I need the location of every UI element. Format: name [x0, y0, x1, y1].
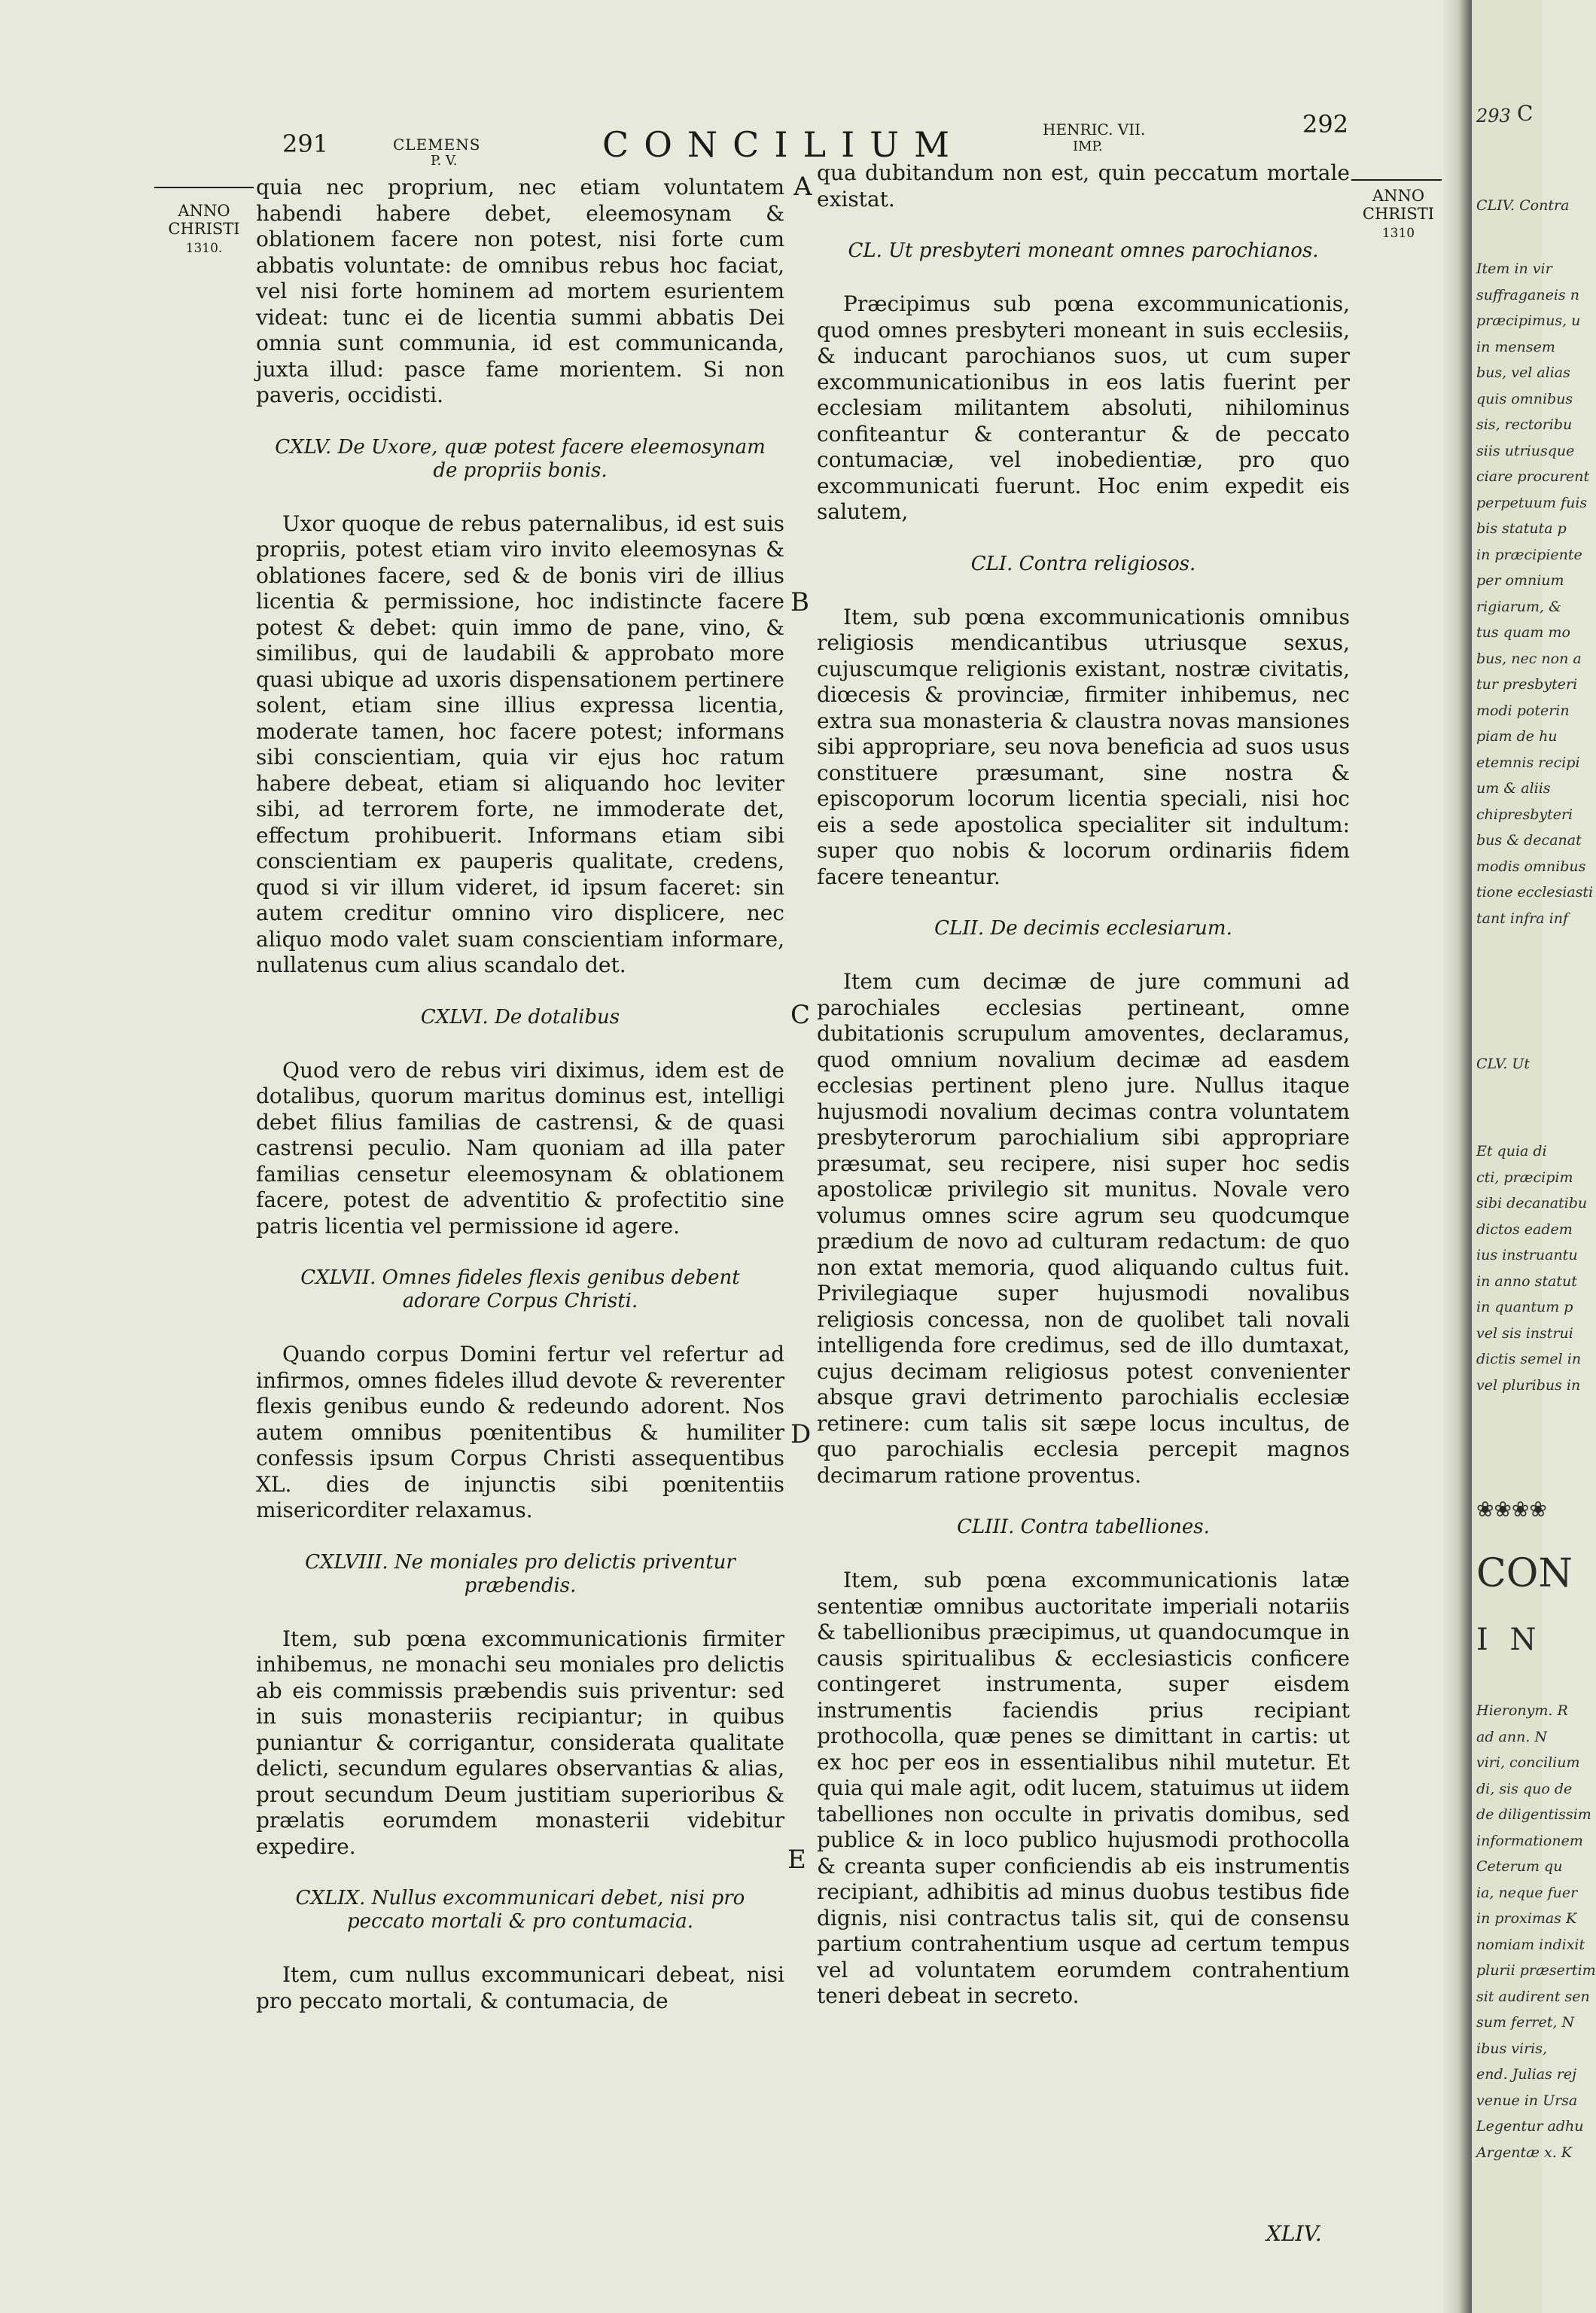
section-heading: CL. Ut presbyteri moneant omnes parochianos. — [848, 239, 1319, 262]
right-christi-label: CHRISTI — [1362, 205, 1435, 223]
next-page-line: dictis semel in — [1476, 1351, 1582, 1367]
right-anno-label: ANNO — [1372, 187, 1425, 205]
next-page-line: tus quam mo — [1476, 624, 1570, 641]
next-page-line: dictos eadem — [1476, 1220, 1573, 1238]
next-page-line: ius instruantu — [1476, 1247, 1578, 1263]
right-running-head: HENRIC. VII. — [1043, 120, 1146, 139]
next-page-line: end. Julias rej — [1476, 2066, 1577, 2083]
left-christi-label: CHRISTI — [168, 220, 240, 238]
next-page-number: 293 — [1476, 105, 1511, 126]
next-running-head: C — [1517, 101, 1534, 126]
left-anno-label: ANNO — [178, 202, 230, 220]
next-page-line: modis omnibus — [1476, 858, 1586, 875]
right-margin-year — [1355, 187, 1442, 242]
next-page-line: rigiarum, & — [1476, 598, 1562, 615]
right-page-number: 292 — [1302, 110, 1349, 139]
section-heading: CXLVIII. Ne moniales pro delictis priventur præbendis. — [305, 1550, 736, 1597]
left-margin-year — [154, 202, 254, 258]
margin-marker-b: B — [790, 587, 809, 617]
next-page-line: sit audirent sen — [1476, 1988, 1590, 2005]
next-page-line: sibi decanatibu — [1476, 1195, 1588, 1211]
section-heading: CLII. De decimis ecclesiarum. — [934, 917, 1232, 940]
paragraph: Item, sub pœna excommunicationis latæ sententiæ omnibus auctoritate imperiali notariis & tabellionibus præcipimus, ut quandocumque in causis spiritualibus & ecclesiasticis conficere contingeret instrumenta, super eisdem instrumentis faciendis prius recipiant prothocolla, quæ penes se dimittant in cartis: ut ex hoc per eos in essentialibus nihil mutetur. Et quia qui male agit, odit lucem, statuimus ut iidem tabelliones non occulte in privatis domibus, sed publice & in loco publico hujusmodi prothocolla & creanta super conficiendis ab eis instrumentis recipiant, adhibitis ad minus duobus testibus fide dignis, nisi contractus talis sit, qui de consensu partium contrahentium usque ad certum tempus vel ad voluntatem eorumdem contrahentium teneri debeat in secreto. — [817, 1568, 1350, 2008]
next-page-line: perpetuum fuis — [1476, 494, 1588, 511]
next-page-lines-3 — [1476, 1698, 1596, 2165]
next-page-line: modi poterin — [1476, 702, 1570, 719]
section-heading: CXLVI. De dotalibus — [420, 1005, 620, 1029]
next-page-big-title: CON — [1476, 1551, 1573, 1596]
next-page-big-subtitle: I N — [1476, 1623, 1543, 1657]
right-year: 1310 — [1381, 226, 1415, 241]
paragraph: Quando corpus Domini fertur vel refertur ad infirmos, omnes fideles illud devote & reverenter flexis genibus eundo & redeundo adorent. Nos autem omnibus pœnitentibus & humiliter confessis ipsum Corpus Christi assequentibus XL. dies de injunctis sibi pœnitentiis misericorditer relaxamus. — [256, 1342, 784, 1522]
margin-marker-a: A — [793, 172, 812, 202]
margin-marker-d: D — [790, 1419, 812, 1449]
next-section-heading-2: CLV. Ut — [1476, 1056, 1531, 1072]
section-heading: CLI. Contra religiosos. — [970, 552, 1196, 575]
next-page-line: in quantum p — [1476, 1299, 1573, 1315]
paragraph: Item cum decimæ de jure communi ad parochiales ecclesias pertineant, omne dubitationis scrupulum amoventes, declaramus, quod omnium novalium decimæ ad easdem ecclesias pertinent pleno jure. Nullus itaque hujusmodi novalium decimas contra voluntatem presbyterorum parochialium sibi appropriare præsumat, seu recipere, nisi super hoc sedis apostolicæ privilegio sit munitus. Novale vero volumus omnes scire agrum seu quodcumque prædium de novo ad culturam redactum: de quo non extat memoria, quod aliquando cultus fuit. Privilegiaque super hujusmodi novalibus religiosis concessa, non de quolibet tali novali intelligenda fore credimus, sed de illo dumtaxat, cujus decimam religiosus potest convenienter absque gravi detrimento parochialis ecclesiæ retinere: cum talis sit sæpe locus incultus, de quo parochialis ecclesia percepit magnos decimarum ratione proventus. — [817, 969, 1350, 1488]
next-page-line: Ceterum qu — [1476, 1858, 1563, 1875]
next-page-line: um & aliis — [1476, 780, 1551, 797]
next-page-line: chipresbyteri — [1476, 806, 1573, 823]
paragraph: Quod vero de rebus viri diximus, idem est de dotalibus, quorum maritus dominus est, intelligi debet filius familias de castrensi, & de quasi castrensi peculio. Nam quoniam ad illa pater familias censetur eleemosynam & oblationem facere, potest de adventitio & profectitio sine patris licentia vel permissione id agere. — [256, 1057, 784, 1239]
left-year: 1310. — [185, 241, 223, 256]
paragraph: qua dubitandum non est, quin peccatum mortale existat. — [817, 160, 1350, 212]
next-page-line: in mensem — [1476, 338, 1555, 355]
header-rule-left — [154, 187, 254, 188]
left-running-head: CLEMENS — [393, 136, 481, 154]
next-page-line: bis statuta p — [1476, 520, 1567, 537]
left-text-column — [256, 175, 784, 2014]
margin-marker-c: C — [790, 1000, 811, 1030]
next-page-line: ciare procurent — [1476, 468, 1590, 485]
paragraph: Præcipimus sub pœna excommunicationis, quod omnes presbyteri moneant in suis ecclesiis, & inducant parochianos suos, ut cum super excommunicationibus in eos latis fuerint per ecclesiam militantem absoluti, nihilominus confiteantur & conterantur & de peccato contumaciæ, vel inobedientiæ, pro quo excommunicati fuerunt. Hoc enim expedit eis salutem, — [817, 291, 1350, 524]
next-page-line: in præcipiente — [1476, 546, 1582, 563]
next-page-line: bus, nec non a — [1476, 650, 1582, 667]
section-heading: CXLV. De Uxore, quæ potest facere eleemosynam de propriis bonis. — [275, 435, 766, 482]
right-running-head-sub: IMP. — [1073, 139, 1103, 154]
next-page-lines — [1476, 256, 1593, 931]
next-page-line: de diligentissim — [1476, 1806, 1591, 1823]
next-page-line: viri, concilium — [1476, 1754, 1580, 1771]
next-page-line: Et quia di — [1476, 1143, 1547, 1160]
next-page-line: plurii præsertim — [1476, 1962, 1596, 1979]
next-page-line: bus & decanat — [1476, 832, 1582, 849]
next-page-line: in anno statut — [1476, 1272, 1577, 1290]
paragraph: quia nec proprium, nec etiam voluntatem habendi habere debet, eleemosynam & oblationem facere non potest, nisi forte cum abbatis voluntate: de omnibus rebus hoc faciat, vel nisi forte hominem ad mortem esurientem videat: tunc ei de licentia summi abbatis Dei omnia sunt communia, id est communicanda, juxta illud: pasce fame morientem. Si non paveris, occidisti. — [256, 175, 784, 407]
next-page-line: siis utriusque — [1476, 442, 1575, 459]
next-page-line: cti, præcipim — [1476, 1169, 1573, 1186]
next-page-line: piam de hu — [1476, 728, 1558, 745]
signature-mark: XLIV. — [1266, 2221, 1322, 2246]
next-page-line: venue in Ursa — [1476, 2092, 1578, 2109]
margin-marker-e: E — [787, 1845, 806, 1875]
next-page-line: nomiam indixit — [1476, 1936, 1585, 1953]
next-page-lines-2 — [1476, 1138, 1587, 1398]
header-rule-right — [1351, 179, 1443, 181]
paragraph: Item, sub pœna excommunicationis firmiter inhibemus, ne monachi seu moniales pro delictis ab eis commissis præbendis suis priventur: sed in suis monasteriis recipiantur; in quibus puniantur & corrigantur, considerata qualitate delicti, secundum egulares observantias & alias, prout secundum Deum justitiam superioribus & prælatis eorumdem monasterii videbitur expedire. — [256, 1626, 784, 1859]
next-page-line: sum ferret, N — [1476, 2014, 1575, 2031]
next-page-line: Legentur adhu — [1476, 2118, 1584, 2135]
next-page-line: Item in vir — [1476, 261, 1552, 277]
next-page-line: suffraganeis n — [1476, 286, 1579, 303]
next-page-line: tant infra inf — [1476, 910, 1569, 927]
next-page-line: per omnium — [1476, 572, 1564, 589]
ornament-band: ❀❀❀❀ — [1476, 1497, 1547, 1522]
paragraph: Uxor quoque de rebus paternalibus, id est suis propriis, potest etiam viro invito eleemosynas & oblationes facere, sed & de bonis viri de illius licentia & permissione, hoc indistincte facere potest & debet: quin immo de pane, vino, & similibus, qui de laudabili & approbato more quasi ubique ad uxoris dispensationem pertinere solent, etiam sine illius expressa licentia, moderate tamen, hoc facere potest; informans sibi conscientiam, quia vir ejus hoc ratum habere debeat, etiam si aliquando hoc leviter sibi, ad terrorem forte, ne immoderate det, effectum prohibuerit. Informans etiam sibi conscientiam ex pauperis qualitate, credens, quod si vir illum videret, id ipsum faceret: sin autem creditur omnino viro displicere, nec aliquo modo valet suam conscientiam informare, nullatenus cum alius scandalo det. — [256, 510, 784, 977]
next-page-line: vel pluribus in — [1476, 1376, 1581, 1394]
left-running-head-sub: P. V. — [431, 153, 458, 169]
right-text-column — [817, 160, 1350, 2010]
next-page-line: di, sis quo de — [1476, 1780, 1573, 1797]
section-heading: CXLVII. Omnes fideles flexis genibus debent adorare Corpus Christi. — [300, 1266, 740, 1312]
page-title: CONCILIUM — [602, 124, 965, 165]
paragraph: Item, sub pœna excommunicationis omnibus religiosis mendicantibus utriusque sexus, cujuscumque religionis existant, nostræ civitatis, diœcesis & provinciæ, firmiter inhibemus, nec extra sua monasteria & claustra novas mansiones sibi appropriare, seu nova beneficia ad suos usus constituere præsumant, sine nostra & episcoporum locorum licentia speciali, nisi hoc eis a sede apostolica specialiter sit indultum: super quo nobis & locorum ordinariis fidem facere teneantur. — [817, 604, 1350, 889]
next-page-line: ia, neque fuer — [1476, 1884, 1578, 1901]
next-page-line: bus, vel alias — [1476, 364, 1570, 381]
section-heading: CXLIX. Nullus excommunicari debet, nisi pro peccato mortali & pro contumacia. — [295, 1887, 745, 1933]
next-page-line: præcipimus, u — [1476, 312, 1581, 329]
next-page-line: tur presbyteri — [1476, 676, 1578, 693]
next-page-line: etemnis recipi — [1476, 754, 1580, 771]
next-section-heading: CLIV. Contra — [1476, 197, 1570, 214]
next-page-line: sis, rectoribu — [1476, 416, 1573, 433]
next-page-line: Hieronym. R — [1476, 1702, 1568, 1719]
left-page-number: 291 — [282, 130, 329, 158]
next-page-line: informationem — [1476, 1832, 1583, 1849]
next-page-line: in proximas K — [1476, 1910, 1577, 1927]
next-page-line: ibus viris, — [1476, 2040, 1548, 2057]
next-page-line: vel sis instrui — [1476, 1324, 1573, 1342]
next-page-line: Argentæ x. K — [1476, 2144, 1572, 2161]
next-page-line: ad ann. N — [1476, 1728, 1548, 1745]
paragraph: Item, cum nullus excommunicari debeat, nisi pro peccato mortali, & contumacia, de — [256, 1962, 784, 2013]
next-page-line: quis omnibus — [1476, 390, 1573, 407]
next-page-line: tione ecclesiasti — [1476, 884, 1594, 901]
section-heading: CLIII. Contra tabelliones. — [957, 1516, 1210, 1538]
next-page-fragment — [1472, 0, 1596, 2313]
